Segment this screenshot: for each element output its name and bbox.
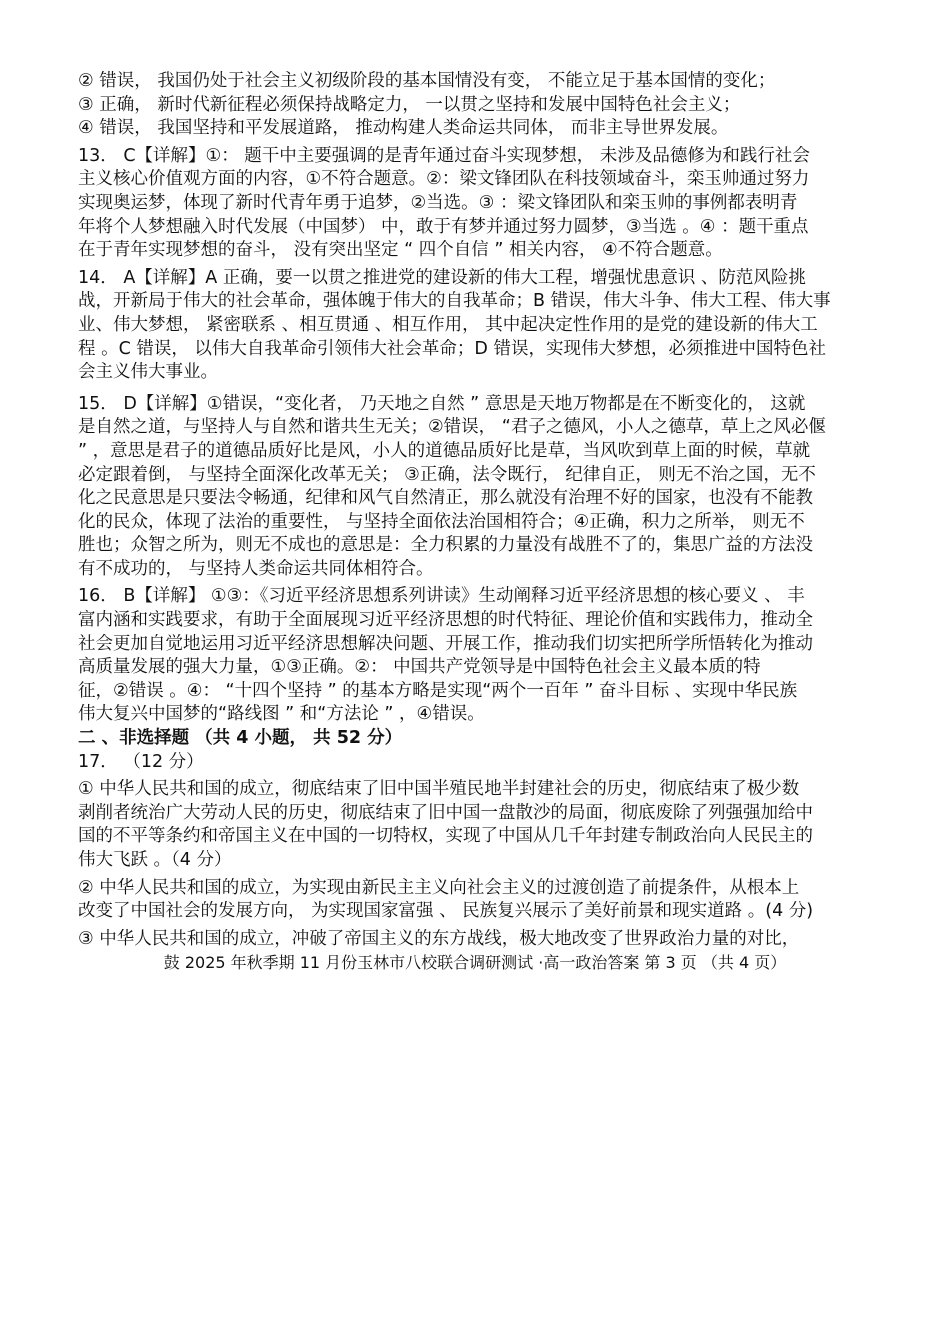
text-line: 13． C【详解】①： 题干中主要强调的是青年通过奋斗实现梦想， 未涉及品德修为和践行社会 [78, 145, 810, 166]
text-line: 14． A【详解】A 正确，要一以贯之推进党的建设新的伟大工程，增强忧患意识 、防范风险挑 [78, 267, 806, 288]
text-line: 改变了中国社会的发展方向， 为实现国家富强 、 民族复兴展示了美好前景和现实道路 。(4 分) [78, 901, 814, 922]
text-line: 实现奥运梦，体现了新时代青年勇于追梦，②当选。③ ：梁文锋团队和栾玉帅的事例都表明青 [78, 192, 798, 213]
text-line: 富内涵和实践要求，有助于全面展现习近平经济思想的时代特征、理论价值和实践伟力，推动全 [78, 610, 813, 631]
answer-17-point-3 [78, 928, 878, 952]
text-line: 会主义伟大事业。 [78, 362, 218, 383]
text-line: ② 错误， 我国仍处于社会主义初级阶段的基本国情没有变， 不能立足于基本国情的变化； [78, 71, 776, 91]
answer-17-point-2 [78, 877, 878, 924]
answer-block-16 [78, 585, 878, 727]
text-line: 必定跟着倒， 与坚持全面深化改革无关； ③正确，法令既行， 纪律自正， 则无不治之国，无不 [78, 464, 816, 485]
text-line: 剥削者统治广大劳动人民的历史，彻底结束了旧中国一盘散沙的局面，彻底废除了列强强加给中 [78, 802, 813, 823]
section-heading: 二 、非选择题 （共 4 小题， 共 52 分） [78, 728, 403, 749]
page-footer: 鼓 2025 年秋季期 11 月份玉林市八校联合调研测试 ·高一政治答案 第 3 页 （共 4 页） [163, 953, 787, 972]
text-line: 化之民意思是只要法令畅通，纪律和风气自然清正，那么就没有治理不好的国家，也没有不能教 [78, 488, 813, 509]
text-line: 业、伟大梦想， 紧密联系 、相互贯通 、相互作用， 其中起决定性作用的是党的建设新的伟大工 [78, 314, 818, 335]
text-line: 化的民众，体现了法治的重要性， 与坚持全面依法治国相符合；④正确，积力之所举， 则无不 [78, 511, 805, 532]
text-line: 主义核心价值观方面的内容，①不符合题意。②：梁文锋团队在科技领域奋斗，栾玉帅通过努力 [78, 169, 810, 190]
text-line: 胜也；众智之所为，则无不成也的意思是：全力积累的力量没有战胜不了的，集思广益的方法没 [78, 535, 813, 556]
text-line: 高质量发展的强大力量，①③正确。②： 中国共产党领导是中国特色社会主义最本质的特 [78, 657, 761, 678]
text-line: 国的不平等条约和帝国主义在中国的一切特权，实现了中国从几千年封建专制政治向人民民主的 [78, 826, 813, 847]
answer-block-13 [78, 145, 878, 263]
text-line: 伟大复兴中国梦的“路线图 ” 和“方法论 ” ，④错误。 [78, 704, 485, 725]
text-line: 年将个人梦想融入时代发展（中国梦） 中，敢于有梦并通过努力圆梦，③当选 。④ ：题干重点 [78, 216, 809, 237]
text-line: 是自然之道，与坚持人与自然和谐共生无关；②错误， “君子之德风，小人之德草，草上之风必偃 [78, 417, 826, 438]
text-line: 程 。C 错误， 以伟大自我革命引领伟大社会革命；D 错误，实现伟大梦想，必须推进中国特色社 [78, 338, 826, 359]
answer-block-12-continued [78, 70, 878, 141]
answer-block-14 [78, 267, 878, 385]
text-line: 伟大飞跃 。（4 分） [78, 850, 232, 870]
text-line: ③ 中华人民共和国的成立，冲破了帝国主义的东方战线，极大地改变了世界政治力量的对比， [78, 928, 800, 949]
text-line: ① 中华人民共和国的成立，彻底结束了旧中国半殖民地半封建社会的历史，彻底结束了极少数 [78, 779, 800, 800]
answer-block-15 [78, 393, 878, 582]
text-line: 战，开新局于伟大的社会革命，强体魄于伟大的自我革命；B 错误，伟大斗争、伟大工程、伟大事 [78, 291, 831, 312]
text-line: 征，②错误 。④： “十四个坚持 ” 的基本方略是实现“两个一百年 ” 奋斗目标 、实现中华民族 [78, 680, 798, 701]
text-line: 社会更加自觉地运用习近平经济思想解决问题、开展工作，推动我们切实把所学所悟转化为推动 [78, 633, 813, 654]
text-line: 16． B【详解】 ①③：《习近平经济思想系列讲读》生动阐释习近平经济思想的核心要义 、 丰 [78, 586, 805, 607]
text-line: ② 中华人民共和国的成立，为实现由新民主主义向社会主义的过渡创造了前提条件，从根本上 [78, 877, 800, 898]
answer-page-body [78, 70, 878, 951]
text-line: ③ 正确， 新时代新征程必须保持战略定力， 一以贯之坚持和发展中国特色社会主义； [78, 94, 741, 115]
text-line: ” ，意思是君子的道德品质好比是风，小人的道德品质好比是草，当风吹到草上面的时候，草就 [78, 440, 811, 461]
text-line: 15． D【详解】①错误，“变化者， 乃天地之自然 ” 意思是天地万物都是在不断变化的， 这就 [78, 393, 806, 414]
text-line: ④ 错误， 我国坚持和平发展道路， 推动构建人类命运共同体， 而非主导世界发展。 [78, 118, 729, 139]
text-line: 在于青年实现梦想的奋斗， 没有突出坚定 “ 四个自信 ” 相关内容， ④不符合题意。 [78, 240, 723, 261]
answer-17-point-1 [78, 778, 878, 872]
question-17-title: 17． （12 分） [78, 751, 204, 772]
text-line: 有不成功的， 与坚持人类命运共同体相符合。 [78, 558, 434, 579]
